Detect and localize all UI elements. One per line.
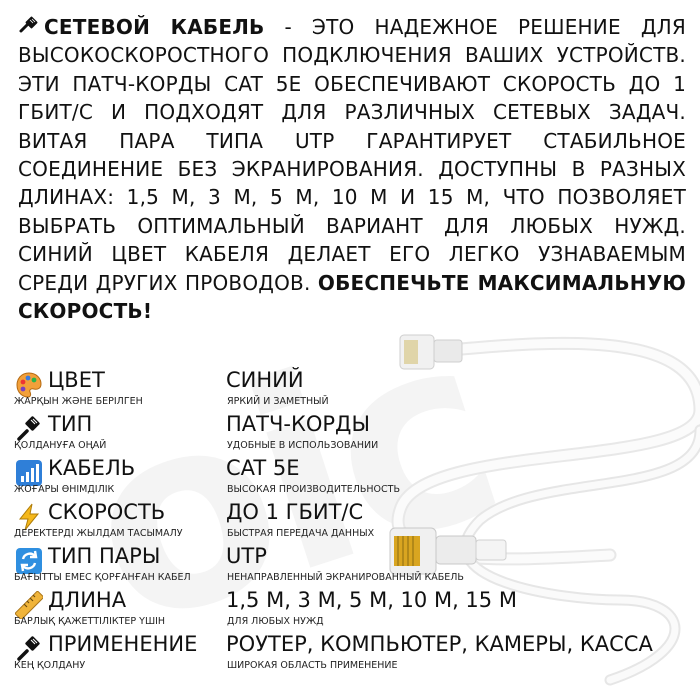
ethernet-plug-icon (15, 635, 43, 663)
spec-name-subtitle: ДЕРЕКТЕРДІ ЖЫЛДАМ ТАСЫМАЛУ (14, 528, 183, 539)
description-body: - ЭТО НАДЕЖНОЕ РЕШЕНИЕ ДЛЯ ВЫСОКОСКОРОСТНОГО ПОДКЛЮЧЕНИЯ ВАШИХ УСТРОЙСТВ. ЭТИ ПАТЧ-КОРДЫ CAT 5E ОБЕСПЕЧИВАЮТ СКОРОСТЬ ДО 1 ГБИТ/С И ПОДХОДЯТ ДЛЯ РАЗЛИЧНЫХ СЕТЕВЫХ ЗАДАЧ. ВИТАЯ ПАРА ТИПА UTP ГАРАНТИРУЕТ СТАБИЛЬНОЕ СОЕДИНЕНИЕ БЕЗ ЭКРАНИРОВАНИЯ. ДОСТУПНЫ В РАЗНЫХ ДЛИНАХ: 1,5 М, 3 М, 5 М, 10 М И 15 М, ЧТО ПОЗВОЛЯЕТ ВЫБРАТЬ ОПТИМАЛЬНЫЙ ВАРИАНТ ДЛЯ ЛЮБЫХ НУЖД. СИНИЙ ЦВЕТ КАБЕЛЯ ДЕЛАЕТ ЕГО ЛЕГКО УЗНАВАЕМЫМ СРЕДИ ДРУГИХ ПРОВОДОВ. (18, 15, 686, 295)
lightning-icon (15, 503, 43, 531)
spec-value: СИНИЙ (226, 368, 304, 392)
product-description (18, 13, 686, 325)
description-lead: СЕТЕВОЙ КАБЕЛЬ (44, 15, 265, 39)
spec-name: СКОРОСТЬ (48, 500, 166, 524)
spec-row-pair-type (0, 543, 700, 587)
spec-value-subtitle: УДОБНЫЕ В ИСПОЛЬЗОВАНИИ (227, 440, 379, 451)
spec-value-subtitle: ШИРОКАЯ ОБЛАСТЬ ПРИМЕНЕНИЕ (227, 660, 398, 671)
spec-name: ТИП ПАРЫ (48, 544, 161, 568)
spec-row-length (0, 587, 700, 631)
spec-row-speed (0, 499, 700, 543)
palette-icon (15, 371, 43, 399)
spec-name-subtitle: ҚОЛДАНУҒА ОҢАЙ (14, 440, 107, 451)
spec-name: КАБЕЛЬ (48, 456, 136, 480)
description-cta: ОБЕСПЕЧЬТЕ МАКСИМАЛЬНУЮ СКОРОСТЬ! (18, 270, 686, 324)
spec-row-application (0, 631, 700, 675)
spec-name: ПРИМЕНЕНИЕ (48, 632, 198, 656)
spec-value: 1,5 М, 3 М, 5 М, 10 М, 15 М (226, 588, 517, 612)
spec-row-color (0, 367, 700, 411)
spec-name-subtitle: БАРЛЫҚ ҚАЖЕТТІЛІКТЕР ҮШІН (14, 616, 166, 627)
spec-row-cable (0, 455, 700, 499)
ethernet-plug-icon (18, 16, 40, 36)
spec-value-subtitle: ЯРКИЙ И ЗАМЕТНЫЙ (227, 396, 329, 407)
spec-name: ДЛИНА (48, 588, 127, 612)
spec-value: ПАТЧ-КОРДЫ (226, 412, 370, 436)
ruler-icon (15, 591, 43, 619)
spec-name-subtitle: ЖОҒАРЫ ӨНІМДІЛІК (14, 484, 115, 495)
top-rj45-connector (400, 335, 462, 369)
spec-value: ДО 1 ГБИТ/С (226, 500, 364, 524)
signal-bars-icon (15, 459, 43, 487)
spec-name: ТИП (48, 412, 93, 436)
spec-value-subtitle: ВЫСОКАЯ ПРОИЗВОДИТЕЛЬНОСТЬ (227, 484, 400, 495)
spec-value: РОУТЕР, КОМПЬЮТЕР, КАМЕРЫ, КАССА (226, 632, 653, 656)
spec-value-subtitle: НЕНАПРАВЛЕННЫЙ ЭКРАНИРОВАННЫЙ КАБЕЛЬ (227, 572, 464, 583)
spec-row-type (0, 411, 700, 455)
spec-value: UTP (226, 544, 267, 568)
spec-name-subtitle: ЖАРҚЫН ЖӘНЕ БЕРІЛГЕН (14, 396, 143, 407)
spec-name-subtitle: БАҒЫТТЫ ЕМЕС ҚОРҒАНҒАН КАБЕЛ (14, 572, 191, 583)
spec-value: CAT 5E (226, 456, 300, 480)
spec-name-subtitle: КЕҢ ҚОЛДАНУ (14, 660, 86, 671)
ethernet-plug-icon (15, 415, 43, 443)
spec-value-subtitle: БЫСТРАЯ ПЕРЕДАЧА ДАННЫХ (227, 528, 375, 539)
spec-name: ЦВЕТ (48, 368, 105, 392)
spec-value-subtitle: ДЛЯ ЛЮБЫХ НУЖД (227, 616, 324, 627)
swap-arrows-icon (15, 547, 43, 575)
